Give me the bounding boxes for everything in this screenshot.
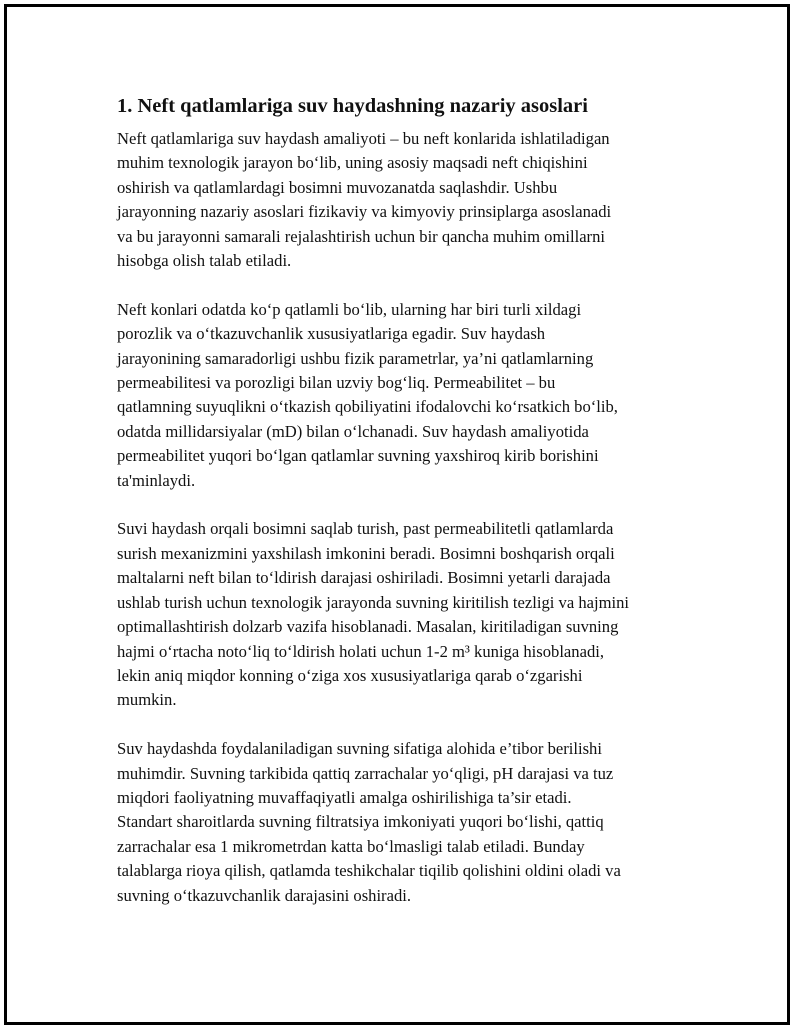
- text-line: qatlamning suyuqlikni o‘tkazish qobiliyatini ifodalovchi ko‘rsatkich bo‘lib,: [117, 397, 618, 417]
- text-line: muhim texnologik jarayon bo‘lib, uning asosiy maqsadi neft chiqishini: [117, 153, 588, 173]
- text-line: Suv haydashda foydalaniladigan suvning sifatiga alohida e’tibor berilishi: [117, 739, 602, 759]
- text-line: talablarga rioya qilish, qatlamda teshikchalar tiqilib qolishini oldini oladi va: [117, 861, 621, 881]
- text-line: Standart sharoitlarda suvning filtratsiya imkoniyati yuqori bo‘lishi, qattiq: [117, 812, 604, 832]
- paragraph-3: [117, 517, 692, 712]
- text-line: porozlik va o‘tkazuvchanlik xususiyatlariga egadir. Suv haydash: [117, 324, 546, 344]
- text-line: maltalarni neft bilan to‘ldirish darajasi oshiriladi. Bosimni yetarli darajada: [117, 568, 611, 588]
- text-line: ushlab turish uchun texnologik jarayonda suvning kiritilish tezligi va hajmini: [117, 592, 630, 612]
- text-line: jarayonning nazariy asoslari fizikaviy va kimyoviy prinsiplarga asoslanadi: [117, 202, 612, 222]
- text-line: mumkin.: [117, 690, 177, 710]
- text-line: permeabilitet yuqori bo‘lgan qatlamlar suvning yaxshiroq kirib borishini: [117, 446, 599, 466]
- document-body: [117, 92, 692, 932]
- text-line: ta'minlaydi.: [117, 470, 196, 490]
- paragraph-1: [117, 127, 692, 273]
- text-line: va bu jarayonni samarali rejalashtirish uchun bir qancha muhim omillarni: [117, 226, 605, 246]
- text-line: permeabilitesi va porozligi bilan uzviy bog‘liq. Permeabilitet – bu: [117, 373, 556, 393]
- text-line: odatda millidarsiyalar (mD) bilan o‘lchanadi. Suv haydash amaliyotida: [117, 421, 589, 441]
- paragraph-4: [117, 737, 692, 908]
- text-line: Neft qatlamlariga suv haydash amaliyoti – bu neft konlarida ishlatiladigan: [117, 129, 610, 148]
- text-line: surish mexanizmini yaxshilash imkonini beradi. Bosimni boshqarish orqali: [117, 543, 615, 563]
- text-line: oshirish va qatlamlardagi bosimni muvozanatda saqlashdir. Ushbu: [117, 177, 558, 197]
- text-line: suvning o‘tkazuvchanlik darajasini oshiradi.: [117, 885, 412, 905]
- text-line: zarrachalar esa 1 mikrometrdan katta bo‘lmasligi talab etiladi. Bunday: [117, 836, 585, 856]
- text-line: Neft konlari odatda ko‘p qatlamli bo‘lib, ularning har biri turli xildagi: [117, 299, 582, 319]
- section-heading: 1. Neft qatlamlariga suv haydashning nazariy asoslari: [117, 95, 588, 117]
- text-line: hisobga olish talab etiladi.: [117, 251, 292, 271]
- text-line: lekin aniq miqdor konning o‘ziga xos xususiyatlariga qarab o‘zgarishi: [117, 665, 583, 685]
- paragraph-2: [117, 298, 692, 493]
- text-line: Suvi haydash orqali bosimni saqlab turish, past permeabilitetli qatlamlarda: [117, 519, 614, 539]
- text-line: miqdori faoliyatning muvaffaqiyatli amalga oshirilishiga ta’sir etadi.: [117, 787, 572, 807]
- text-line: optimallashtirish dolzarb vazifa hisoblanadi. Masalan, kiritiladigan suvning: [117, 617, 619, 637]
- text-line: jarayonining samaradorligi ushbu fizik parametrlar, ya’ni qatlamlarning: [117, 348, 594, 368]
- text-line: muhimdir. Suvning tarkibida qattiq zarrachalar yo‘qligi, pH darajasi va tuz: [117, 763, 614, 783]
- text-line: hajmi o‘rtacha noto‘liq to‘ldirish holati uchun 1-2 m³ kuniga hisoblanadi,: [117, 641, 605, 661]
